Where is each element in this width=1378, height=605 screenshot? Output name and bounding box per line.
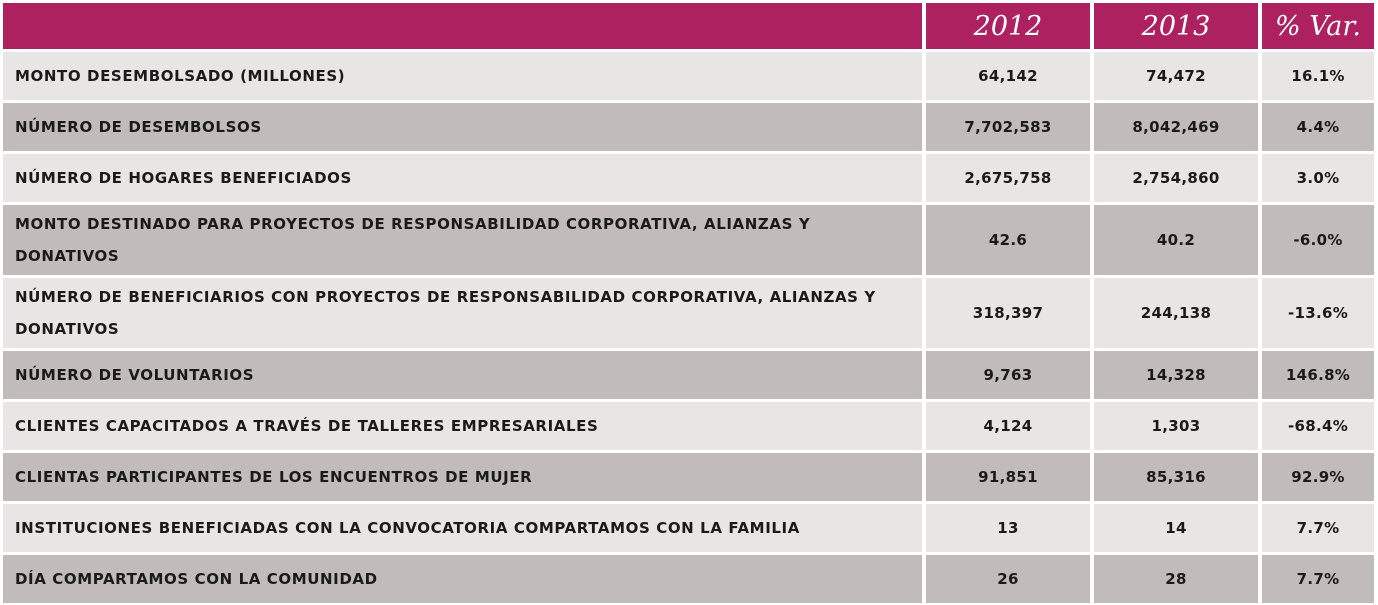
row-value-2013: 28 <box>1094 555 1258 603</box>
row-value-2013: 40.2 <box>1094 205 1258 275</box>
row-value-2012: 9,763 <box>926 351 1090 399</box>
header-blank-cell <box>3 3 922 49</box>
row-value-var: 16.1% <box>1262 52 1374 100</box>
row-value-2012: 91,851 <box>926 453 1090 501</box>
row-value-var: -13.6% <box>1262 278 1374 348</box>
row-value-2013: 1,303 <box>1094 402 1258 450</box>
row-value-var: 92.9% <box>1262 453 1374 501</box>
row-value-2012: 13 <box>926 504 1090 552</box>
header-2012: 2012 <box>926 3 1090 49</box>
row-value-2012: 26 <box>926 555 1090 603</box>
row-label: NÚMERO DE VOLUNTARIOS <box>3 351 922 399</box>
row-label: NÚMERO DE DESEMBOLSOS <box>3 103 922 151</box>
row-label: CLIENTES CAPACITADOS A TRAVÉS DE TALLERES EMPRESARIALES <box>3 402 922 450</box>
row-value-var: -6.0% <box>1262 205 1374 275</box>
row-value-2013: 14,328 <box>1094 351 1258 399</box>
row-value-2012: 7,702,583 <box>926 103 1090 151</box>
row-value-2013: 74,472 <box>1094 52 1258 100</box>
row-value-var: 7.7% <box>1262 555 1374 603</box>
row-value-2012: 4,124 <box>926 402 1090 450</box>
row-value-2012: 64,142 <box>926 52 1090 100</box>
row-label: DÍA COMPARTAMOS CON LA COMUNIDAD <box>3 555 922 603</box>
row-value-var: 4.4% <box>1262 103 1374 151</box>
row-value-var: 7.7% <box>1262 504 1374 552</box>
header-percent-var: % Var. <box>1262 3 1374 49</box>
row-value-2013: 14 <box>1094 504 1258 552</box>
row-label: MONTO DESTINADO PARA PROYECTOS DE RESPONSABILIDAD CORPORATIVA, ALIANZAS Y DONATIVOS <box>3 205 922 275</box>
row-value-var: 3.0% <box>1262 154 1374 202</box>
row-value-var: -68.4% <box>1262 402 1374 450</box>
row-label: MONTO DESEMBOLSADO (MILLONES) <box>3 52 922 100</box>
row-value-2013: 244,138 <box>1094 278 1258 348</box>
row-value-2013: 8,042,469 <box>1094 103 1258 151</box>
row-label: NÚMERO DE HOGARES BENEFICIADOS <box>3 154 922 202</box>
row-value-2012: 318,397 <box>926 278 1090 348</box>
row-label: NÚMERO DE BENEFICIARIOS CON PROYECTOS DE RESPONSABILIDAD CORPORATIVA, ALIANZAS Y DONATIVOS <box>3 278 922 348</box>
row-label: INSTITUCIONES BENEFICIADAS CON LA CONVOCATORIA COMPARTAMOS CON LA FAMILIA <box>3 504 922 552</box>
summary-table <box>3 3 1374 603</box>
header-2013: 2013 <box>1094 3 1258 49</box>
row-value-2012: 42.6 <box>926 205 1090 275</box>
row-value-var: 146.8% <box>1262 351 1374 399</box>
row-label: CLIENTAS PARTICIPANTES DE LOS ENCUENTROS DE MUJER <box>3 453 922 501</box>
row-value-2013: 85,316 <box>1094 453 1258 501</box>
row-value-2013: 2,754,860 <box>1094 154 1258 202</box>
row-value-2012: 2,675,758 <box>926 154 1090 202</box>
